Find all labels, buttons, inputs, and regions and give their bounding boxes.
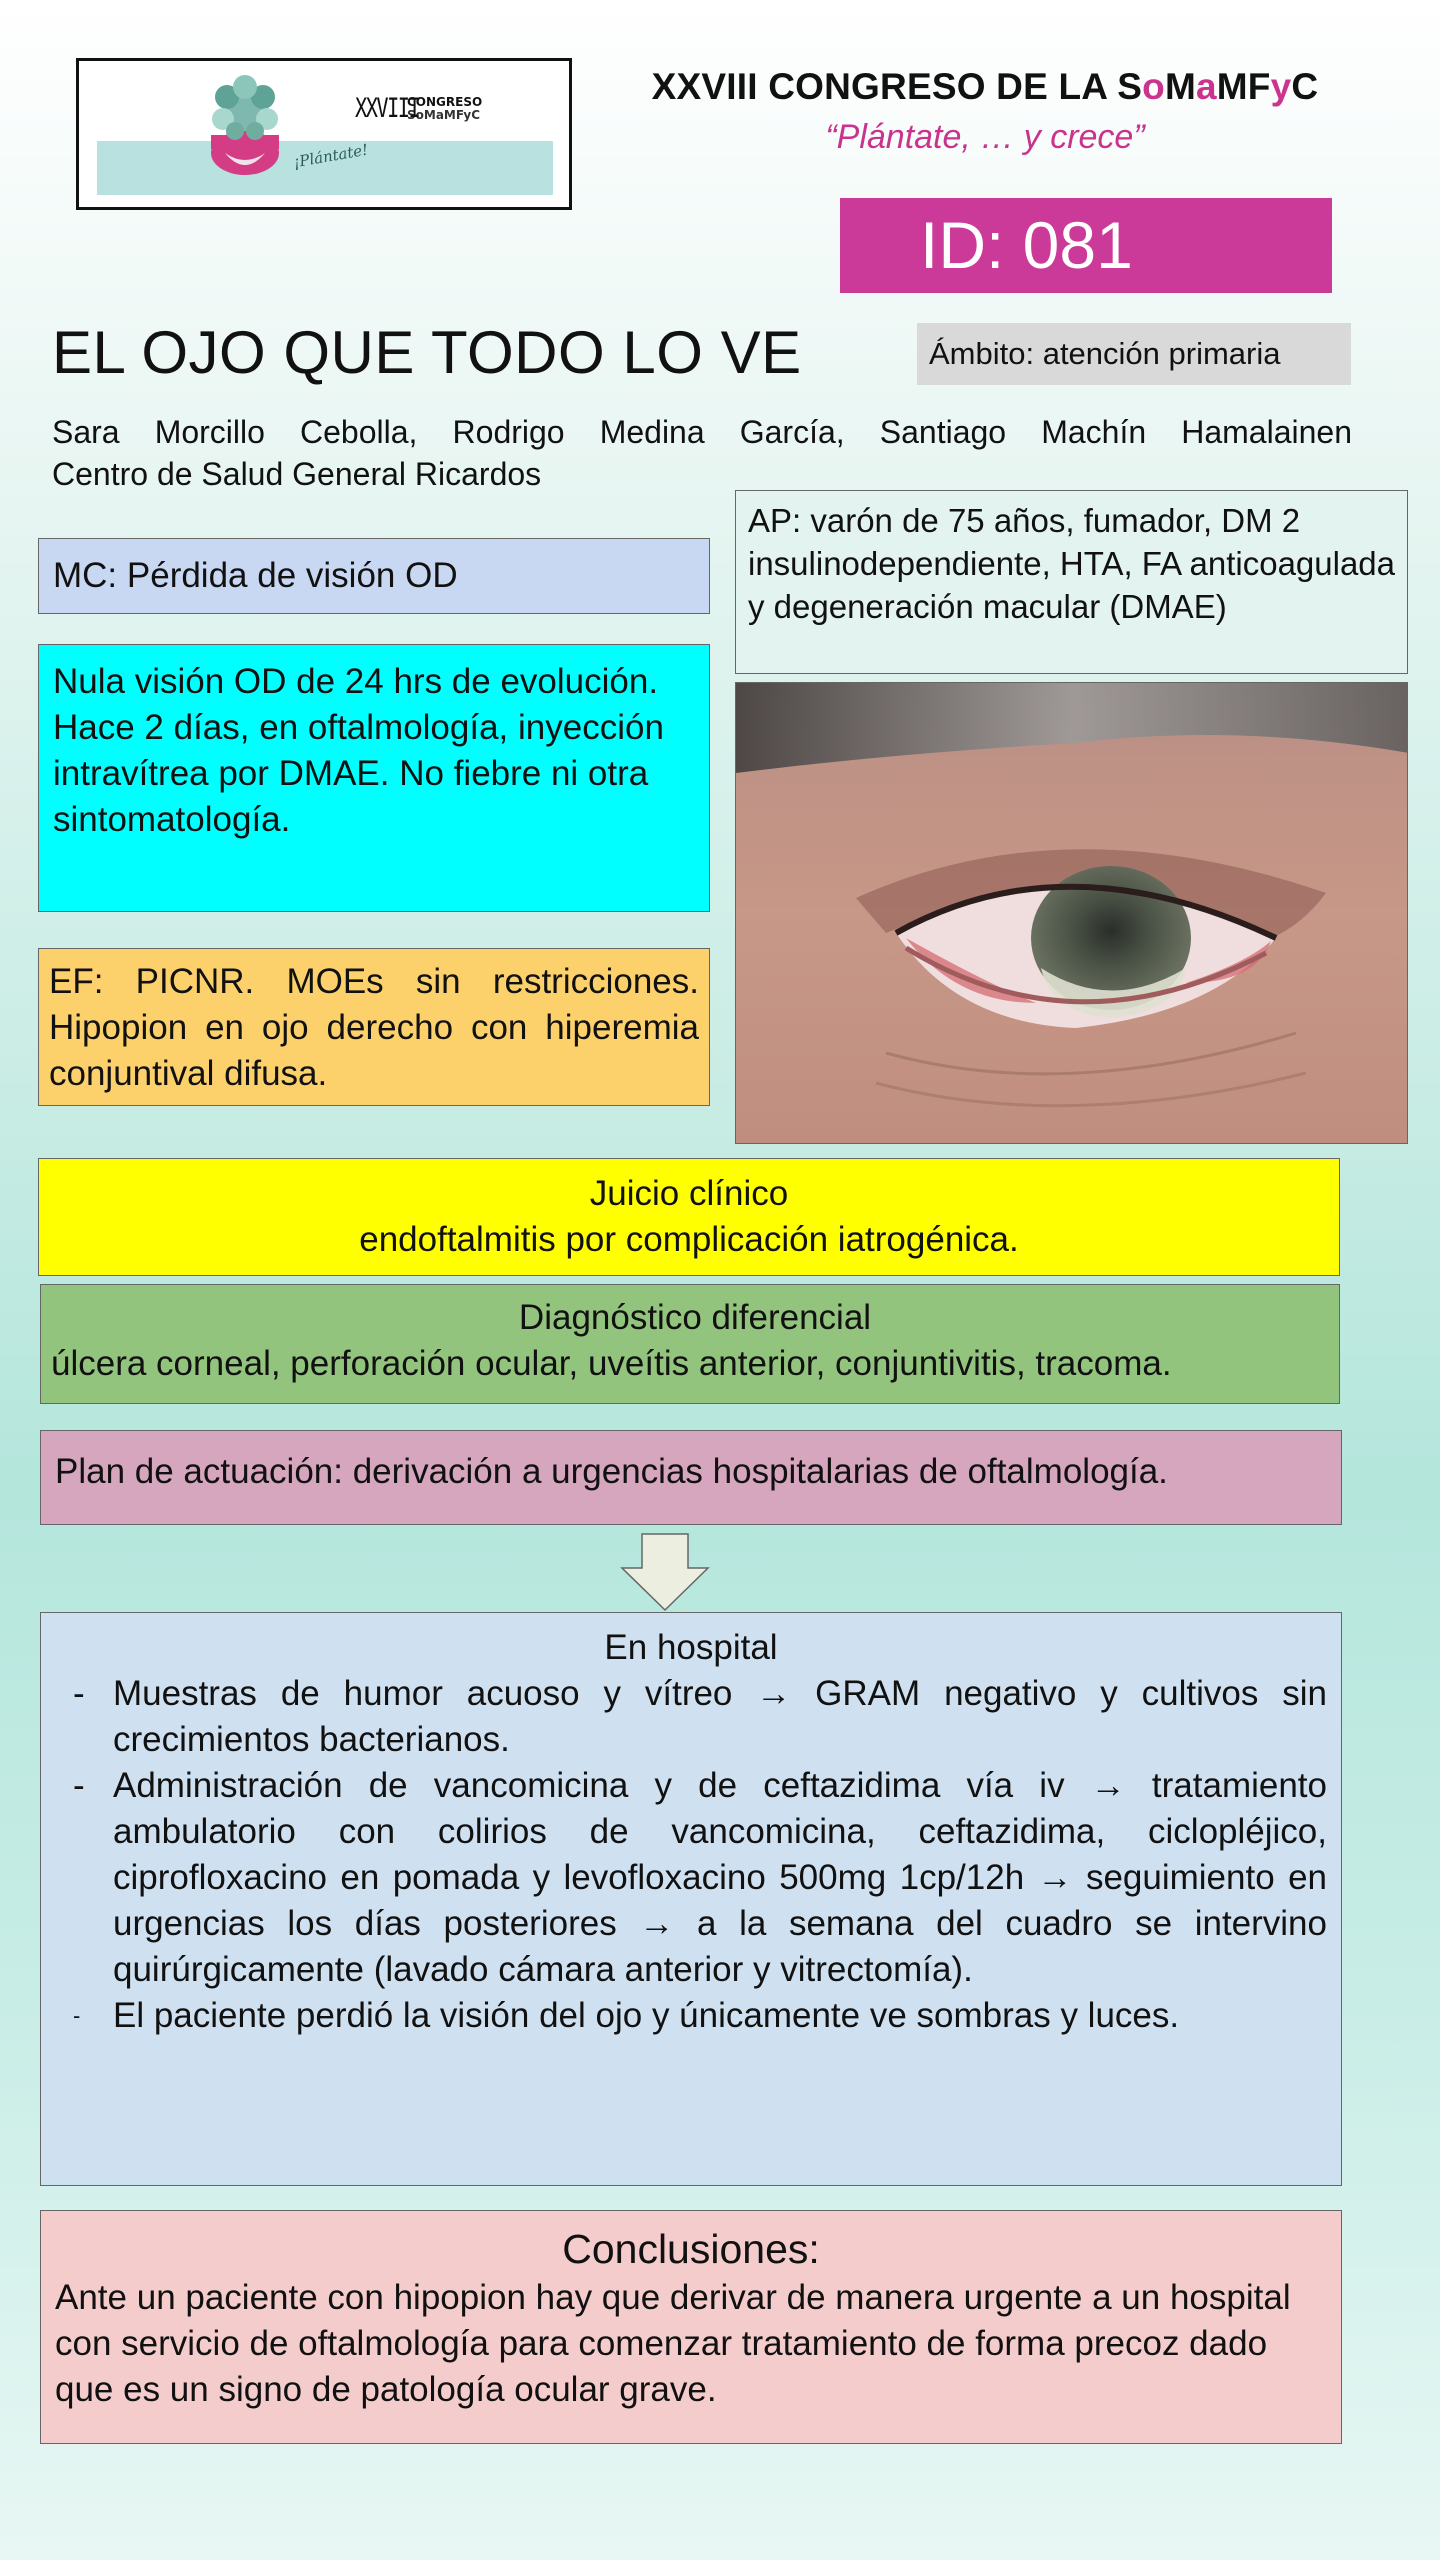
congress-logo bbox=[76, 58, 572, 210]
clinical-judgment-box bbox=[38, 1158, 1340, 1276]
arrow-down-icon bbox=[620, 1532, 710, 1612]
hospital-box bbox=[40, 1612, 1342, 2186]
history-box: Nula visión OD de 24 hrs de evolución. Hace 2 días, en oftalmología, inyección intravítrea por DMAE. No fiebre ni otra sintomatología. bbox=[38, 644, 710, 912]
eye-photo-image bbox=[736, 683, 1408, 1144]
conference-title-part: M bbox=[1164, 66, 1196, 107]
poster-title: EL OJO QUE TODO LO VE bbox=[52, 319, 802, 386]
logo-congress-text bbox=[355, 93, 482, 124]
list-item bbox=[55, 1993, 1327, 2039]
bullet-dash: - bbox=[73, 2003, 81, 2028]
eye-photo bbox=[735, 682, 1408, 1144]
conference-title-part: MF bbox=[1216, 66, 1271, 107]
conclusions-box bbox=[40, 2210, 1342, 2444]
authors: Sara Morcillo Cebolla, Rodrigo Medina García, Santiago Machín Hamalainen bbox=[52, 414, 1352, 450]
conference-title-part: o bbox=[1142, 66, 1165, 107]
hospital-item-text: Administración de vancomicina y de ceftazidima vía iv → tratamiento ambulatorio con colirios de vancomicina, ceftazidima, ciclopléjico, ciprofloxacino en pomada y levofloxacino 500mg 1cp/12h → seguimiento en urgencias los días posteriores → a la semana del cuadro se intervino quirúrgicamente (lavado cámara anterior y vitrectomía). bbox=[113, 1766, 1327, 1989]
poster-id-badge: ID: 081 bbox=[840, 198, 1332, 293]
conference-title-part: a bbox=[1196, 66, 1217, 107]
differential-heading: Diagnóstico diferencial bbox=[518, 1298, 872, 1337]
list-item bbox=[55, 1763, 1327, 1993]
bullet-dash: - bbox=[73, 1674, 85, 1713]
logo-line-society: SoMaMFyC bbox=[407, 107, 481, 122]
conference-title-part: y bbox=[1270, 66, 1292, 107]
clinical-judgment-text: endoftalmitis por complicación iatrogénica. bbox=[359, 1220, 1019, 1259]
exam-box: EF: PICNR. MOEs sin restricciones. Hipopion en ojo derecho con hiperemia conjuntival difusa. bbox=[38, 948, 710, 1106]
action-plan-box: Plan de actuación: derivación a urgencias hospitalarias de oftalmología. bbox=[40, 1430, 1342, 1525]
logo-tagline: ¡Plántate! bbox=[292, 140, 370, 172]
conference-motto: “Plántate, … y crece” bbox=[825, 118, 1145, 156]
health-center: Centro de Salud General Ricardos bbox=[52, 456, 542, 492]
differential-diagnosis-box bbox=[40, 1284, 1340, 1404]
plant-logo-icon bbox=[195, 69, 295, 181]
chief-complaint-box: MC: Pérdida de visión OD bbox=[38, 538, 710, 614]
scope-label: Ámbito: atención primaria bbox=[917, 323, 1351, 385]
list-item bbox=[55, 1671, 1327, 1763]
conference-title bbox=[600, 66, 1370, 108]
conference-title-part: C bbox=[1291, 66, 1319, 107]
background-box: AP: varón de 75 años, fumador, DM 2 insulinodependiente, HTA, FA anticoagulada y degeneración macular (DMAE) bbox=[735, 490, 1408, 674]
logo-roman-numeral: XXVIII bbox=[355, 93, 420, 124]
hospital-heading: En hospital bbox=[604, 1628, 778, 1667]
logo-line-congreso: CONGRESO bbox=[407, 94, 483, 109]
conclusions-text: Ante un paciente con hipopion hay que derivar de manera urgente a un hospital con servicio de oftalmología para comenzar tratamiento de forma precoz dado que es un signo de patología ocular grave. bbox=[55, 2278, 1291, 2409]
differential-text: úlcera corneal, perforación ocular, uveítis anterior, conjuntivitis, tracoma. bbox=[51, 1344, 1172, 1383]
conference-title-part: XXVIII CONGRESO DE LA S bbox=[651, 66, 1143, 107]
hospital-item-text: El paciente perdió la visión del ojo y únicamente ve sombras y luces. bbox=[113, 1996, 1180, 2035]
clinical-judgment-heading: Juicio clínico bbox=[589, 1174, 789, 1213]
conclusions-heading: Conclusiones: bbox=[562, 2226, 820, 2272]
hospital-item-text: Muestras de humor acuoso y vítreo → GRAM negativo y cultivos sin crecimientos bacterianos. bbox=[113, 1674, 1327, 1759]
bullet-dash: - bbox=[73, 1766, 85, 1805]
